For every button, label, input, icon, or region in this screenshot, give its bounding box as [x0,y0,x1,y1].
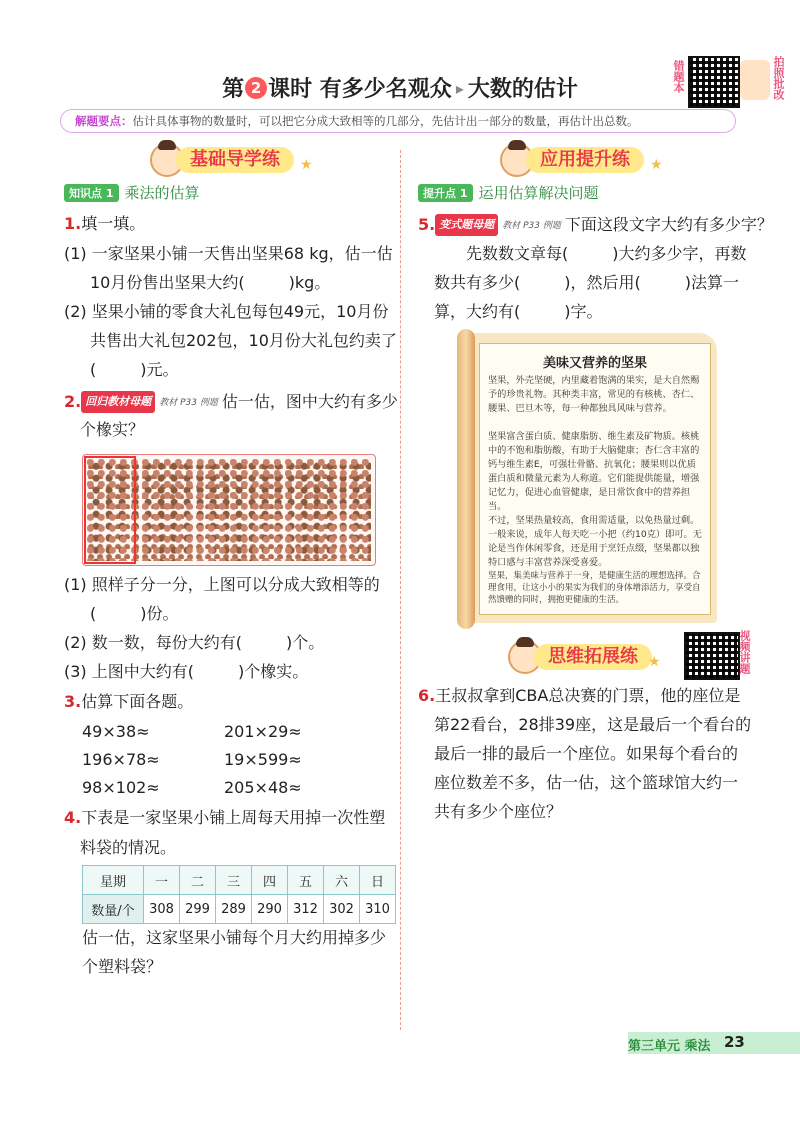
table-cell: 三 [216,866,252,895]
q4-ask-line2: 个塑料袋？ [82,957,163,976]
table-cell: 五 [288,866,324,895]
star-icon: ★ [650,157,663,173]
title-main: 课时 有多少名观众 [268,77,452,102]
section-title: 基础导学练 [176,147,294,173]
arrow-icon: ▸ [455,79,464,98]
table-cell: 310 [360,895,396,924]
kp-text: 乘法的估算 [124,184,200,202]
q6-line5: 共有多少个座位？ [434,802,563,821]
qr-code-icon[interactable] [684,632,740,680]
section-title: 思维拓展练 [534,644,652,670]
article-paragraph: 坚果，外壳坚硬，内里藏着饱满的果实，是大自然赐予的珍贵礼物。其种类丰富，常见的有核桃、杏仁、腰果、巴旦木等，每一种都独具风味与营养。 [488,375,700,414]
q2-stem: 2. 回归教材母题 教材 P33 例题 估一估，图中大约有多少 [64,392,398,411]
table-cell: 日 [360,866,396,895]
q2-part1-line1: (1) 照样子分一分，上图可以分成大致相等的 [64,575,380,594]
q1-part1-line2: 10月份售出坚果大约( )kg。 [90,273,331,292]
q4-ask-line1: 估一估，这家坚果小铺每个月大约用掉多少 [82,928,387,947]
page-number: 23 [724,1033,745,1051]
q2-part3: (3) 上图中大约有( )个橡实。 [64,662,309,681]
q1-stem: 1.填一填。 [64,214,146,233]
q5-ref: 教材 P33 例题 [502,221,561,231]
q3-item: 19×599≈ [224,750,302,769]
section-header-apply [500,143,680,177]
improvement-point [418,182,599,202]
q3-item: 196×78≈ [82,750,160,769]
table-row [83,895,396,924]
qr-panel-top[interactable] [672,52,790,110]
q3-item: 98×102≈ [82,778,160,797]
q2-part1-line2: ( )份。 [90,604,179,623]
q5-tag: 变式题母题 [435,214,498,236]
table-cell: 302 [324,895,360,924]
column-divider [400,150,401,1030]
article-title: 美味又营养的坚果 [542,356,647,371]
footer-unit: 第三单元 乘法 [628,1039,711,1054]
q2-part2: (2) 数一数，每份大约有( )个。 [64,633,325,652]
q2-stem-line2: 个橡实？ [80,420,145,439]
article-scroll [465,333,717,623]
table-cell: 四 [252,866,288,895]
q5-stem: 5. 变式题母题 教材 P33 例题 下面这段文字大约有多少字？ [418,215,773,234]
knowledge-point [64,182,200,202]
table-row [83,866,396,895]
tip-label: 解题要点： [75,114,133,128]
article-body [479,343,711,615]
article-paragraph: 不过，坚果热量较高，食用需适量，以免热量过剩。一般来说，成年人每天吃一小把（约10克）即可。无论是当作休闲零食，还是用于烹饪点缀，坚果都以独特口感与丰富营养深受喜爱。 [488,515,702,568]
acorn-image [82,454,376,566]
section-header-thinking [508,640,688,674]
table-header-cell: 数量/个 [83,895,144,924]
tip-bar [60,109,736,133]
q6-line3: 最后一排的最后一个座位。如果每个看台的 [434,744,739,763]
q3-item: 49×38≈ [82,722,150,741]
q1-part2-line1: (2) 坚果小铺的零食大礼包每包49元，10月份 [64,302,389,321]
tip-text: 估计具体事物的数量时，可以把它分成大致相等的几部分，先估计出一部分的数量，再估计出总数。 [132,114,639,128]
mascot-icon [740,60,770,100]
qr-label-left: 错题本 [672,60,685,93]
table-cell: 299 [180,895,216,924]
qr-label-right: 拍照批改 [772,56,785,100]
sample-box [84,456,136,564]
bag-usage-table [82,865,396,924]
q4-stem: 4.下表是一家坚果小铺上周每天用掉一次性塑 [64,808,386,827]
q3-item: 201×29≈ [224,722,302,741]
title-topic: 大数的估计 [467,77,578,102]
section-title: 应用提升练 [526,147,644,173]
section-header-basic [150,143,330,177]
q4-stem-line2: 料袋的情况。 [80,838,177,857]
q3-stem: 3.估算下面各题。 [64,692,194,711]
kp-tag: 知识点 1 [64,184,119,202]
q1-part2-line3: ( )元。 [90,360,179,379]
article-paragraph: 坚果富含蛋白质、健康脂肪、维生素及矿物质。核桃中的不饱和脂肪酸，有助于大脑健康；杏仁含丰富的钙与维生素E，可强壮骨骼、抗氧化；腰果则以优质蛋白质和微量元素为人称道。它们能提供能量，增强记忆力，促进心血管健康，是日常饮食中的营养担当。 [488,431,700,512]
qr-code-icon[interactable] [688,56,740,108]
q5-line1: 先数数文章每( )大约多少字，再数 [466,244,747,263]
table-cell: 312 [288,895,324,924]
q6-line1: 6.王叔叔拿到CBA总决赛的门票，他的座位是 [418,686,741,705]
lesson-number-badge: 2 [245,77,267,99]
title-prefix: 第 [222,77,245,102]
footer-bar [628,1032,800,1054]
table-cell: 308 [144,895,180,924]
table-cell: 二 [180,866,216,895]
kp-text: 运用估算解决问题 [478,184,599,202]
table-cell: 六 [324,866,360,895]
star-icon: ★ [300,157,313,173]
kp-tag: 提升点 1 [418,184,473,202]
q1-part1-line1: (1) 一家坚果小铺一天售出坚果68 kg，估一估 [64,244,393,263]
q3-item: 205×48≈ [224,778,302,797]
q5-line3: 算，大约有( )字。 [434,302,603,321]
table-cell: 一 [144,866,180,895]
q6-line2: 第22看台，28排39座，这是最后一个看台的 [434,715,752,734]
qr-video-label: 视频讲题 [738,630,751,674]
q2-ref: 教材 P33 例题 [159,398,218,408]
table-cell: 290 [252,895,288,924]
article-paragraph: 坚果，集美味与营养于一身，是健康生活的理想选择。合理食用，让这小小的果实为我们的身体增添活力，享受自然馈赠的同时，拥抱更健康的生活。 [488,571,701,605]
table-cell: 289 [216,895,252,924]
q5-line2: 数共有多少( )，然后用( )法算一 [434,273,739,292]
q1-part2-line2: 共售出大礼包202包，10月份大礼包约卖了 [90,331,397,350]
q2-tag: 回归教材母题 [81,391,155,413]
scroll-roll [457,329,475,629]
q6-line4: 座位数差不多，估一估，这个篮球馆大约一 [434,773,739,792]
table-header-cell: 星期 [83,866,144,895]
star-icon: ★ [648,654,661,670]
